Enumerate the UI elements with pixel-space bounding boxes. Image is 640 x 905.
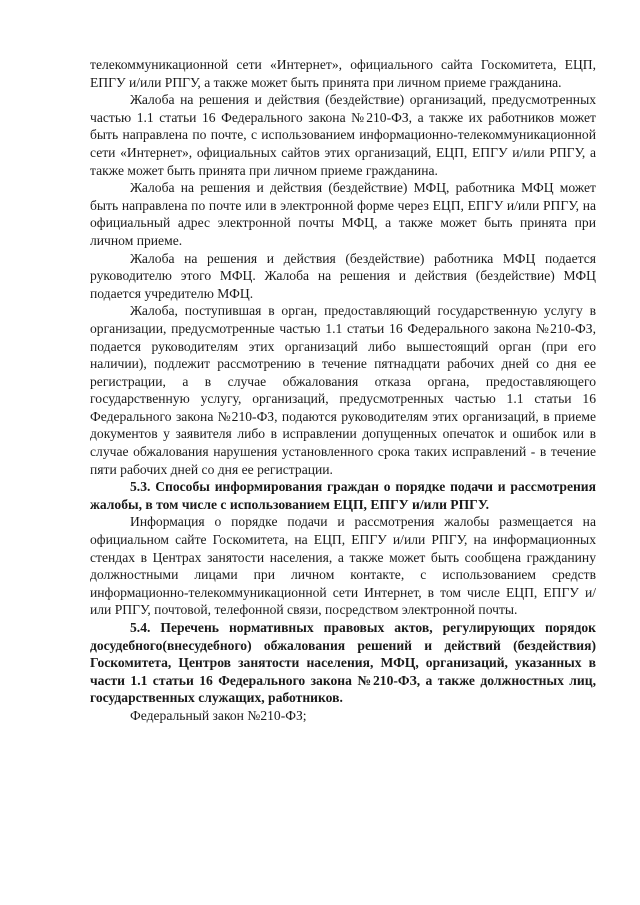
paragraph-information-placement: Информация о порядке подачи и рассмотрения жалобы размещается на официальном сайте Госкомитета, на ЕЦП, ЕПГУ и/или РПГУ, на информационных стендах в Центрах занятости населения, а также может быть сообщена гражданину должностными лицами при личном контакте, с использованием средств информационно-телекоммуникационной сети Интернет, в том числе ЕЦП, ЕПГУ и/или РПГУ, почтовой, телефонной связи, посредством электронной почты.	[90, 514, 596, 618]
paragraph-federal-law: Федеральный закон №210-ФЗ;	[130, 707, 307, 723]
paragraph-complaint-mfc-employee: Жалоба на решения и действия (бездействие) работника МФЦ подается руководителю этого МФЦ. Жалоба на решения и действия (бездействие) МФЦ подается учредителю МФЦ.	[90, 250, 596, 301]
section-heading-5-3: 5.3. Способы информирования граждан о порядке подачи и рассмотрения жалобы, в том числе с использованием ЕЦП, ЕПГУ и/или РПГУ.	[90, 479, 596, 512]
section-heading-5-4: 5.4. Перечень нормативных правовых актов, регулирующих порядок досудебного(внесудебного) обжалования решений и действий (бездействия) Госкомитета, Центров занятости населения, МФЦ, организаций, указанных в части 1.1 статьи 16 Федерального закона №210-ФЗ, а также должностных лиц, государственных служащих, работников.	[90, 620, 596, 706]
paragraph-complaint-review-terms: Жалоба, поступившая в орган, предоставляющий государственную услугу в организации, предусмотренные частью 1.1 статьи 16 Федерального закона №210-ФЗ, подается руководителям этих организаций либо вышестоящий орган (при его наличии), подлежит рассмотрению в течение пятнадцати рабочих дней со дня ее регистрации, а в случае обжалования отказа органа, предоставляющего государственную услугу, организаций, предусмотренных частью 1.1 статьи 16 Федерального закона №210-ФЗ, подаются руководителям этих организаций, в приеме документов у заявителя либо в исправлении допущенных опечаток и ошибок или в случае обжалования нарушения установленного срока таких исправлений - в течение пяти рабочих дней со дня ее регистрации.	[90, 303, 596, 477]
paragraph-complaint-organizations: Жалоба на решения и действия (бездействие) организаций, предусмотренных частью 1.1 статьи 16 Федерального закона №210-ФЗ, а также их работников может быть направлена по почте, с использованием информационно-телекоммуникационной сети «Интернет», официальных сайтов этих организаций, ЕЦП, ЕПГУ и/или РПГУ, а также может быть принята при личном приеме гражданина.	[90, 92, 596, 178]
paragraph-continuation: телекоммуникационной сети «Интернет», официального сайта Госкомитета, ЕЦП, ЕПГУ и/или РПГУ, а также может быть принята при личном приеме гражданина.	[90, 57, 596, 90]
paragraph-complaint-mfc: Жалоба на решения и действия (бездействие) МФЦ, работника МФЦ может быть направлена по почте или в электронной форме через ЕЦП, ЕПГУ и/или РПГУ, на официальный адрес электронной почты МФЦ, а также может быть принята при личном приеме.	[90, 180, 596, 248]
